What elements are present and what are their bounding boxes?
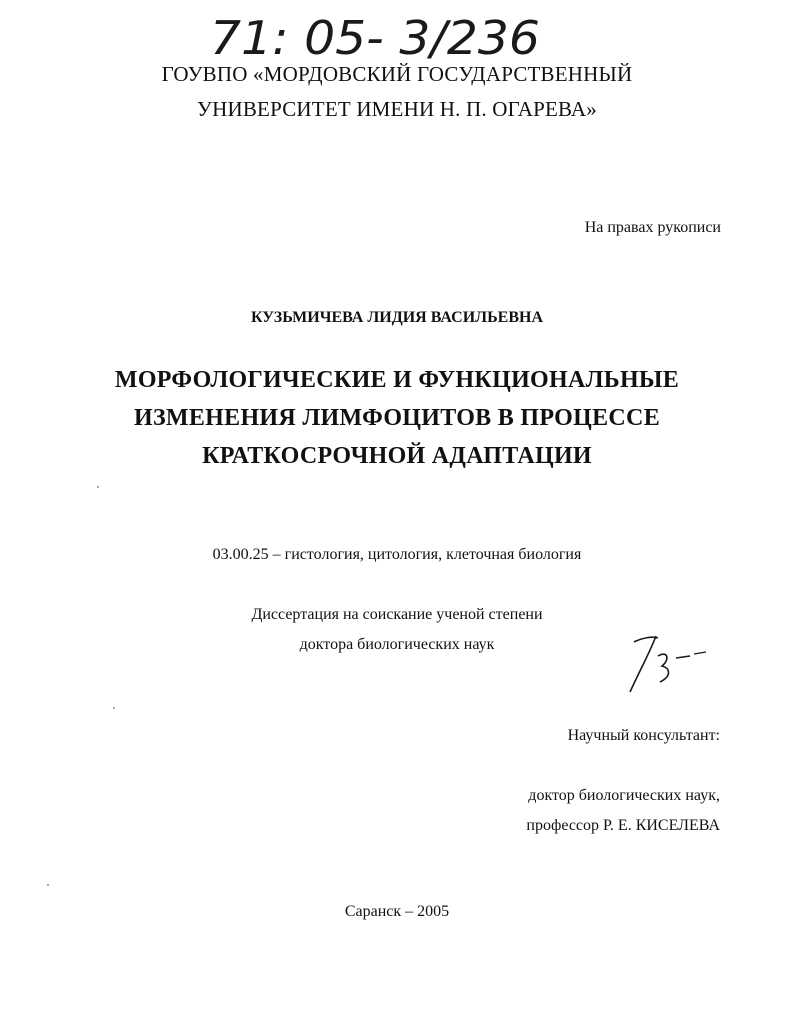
scan-speck (47, 884, 49, 886)
consultant-name: профессор Р. Е. КИСЕЛЕВА (526, 817, 720, 834)
consultant-label: Научный консультант: (567, 727, 720, 744)
handwritten-archive-code (200, 4, 560, 66)
thesis-title-line-1: МОРФОЛОГИЧЕСКИЕ И ФУНКЦИОНАЛЬНЫЕ (114, 367, 680, 393)
author-name: КУЗЬМИЧЕВА ЛИДИЯ ВАСИЛЬЕВНА (250, 309, 543, 326)
signature-scribble (612, 626, 712, 698)
scan-speck (113, 707, 115, 709)
archive-code-text: 71: 05- 3/236 (210, 11, 540, 65)
degree-line-1: Диссертация на соискание ученой степени (251, 606, 543, 623)
city-year: Саранск – 2005 (344, 903, 450, 920)
scan-speck (97, 486, 99, 488)
institution-line-2: УНИВЕРСИТЕТ ИМЕНИ Н. П. ОГАРЕВА» (197, 97, 597, 121)
institution-line-1: ГОУВПО «МОРДОВСКИЙ ГОСУДАРСТВЕННЫЙ (161, 62, 633, 86)
rights-note: На правах рукописи (584, 219, 721, 236)
consultant-degree: доктор биологических наук, (528, 787, 720, 804)
specialty-code: 03.00.25 – гистология, цитология, клеточная биология (212, 546, 582, 563)
thesis-title-line-3: КРАТКОСРОЧНОЙ АДАПТАЦИИ (202, 443, 592, 469)
degree-line-2: доктора биологических наук (299, 636, 495, 653)
thesis-title-line-2: ИЗМЕНЕНИЯ ЛИМФОЦИТОВ В ПРОЦЕССЕ (133, 405, 660, 431)
